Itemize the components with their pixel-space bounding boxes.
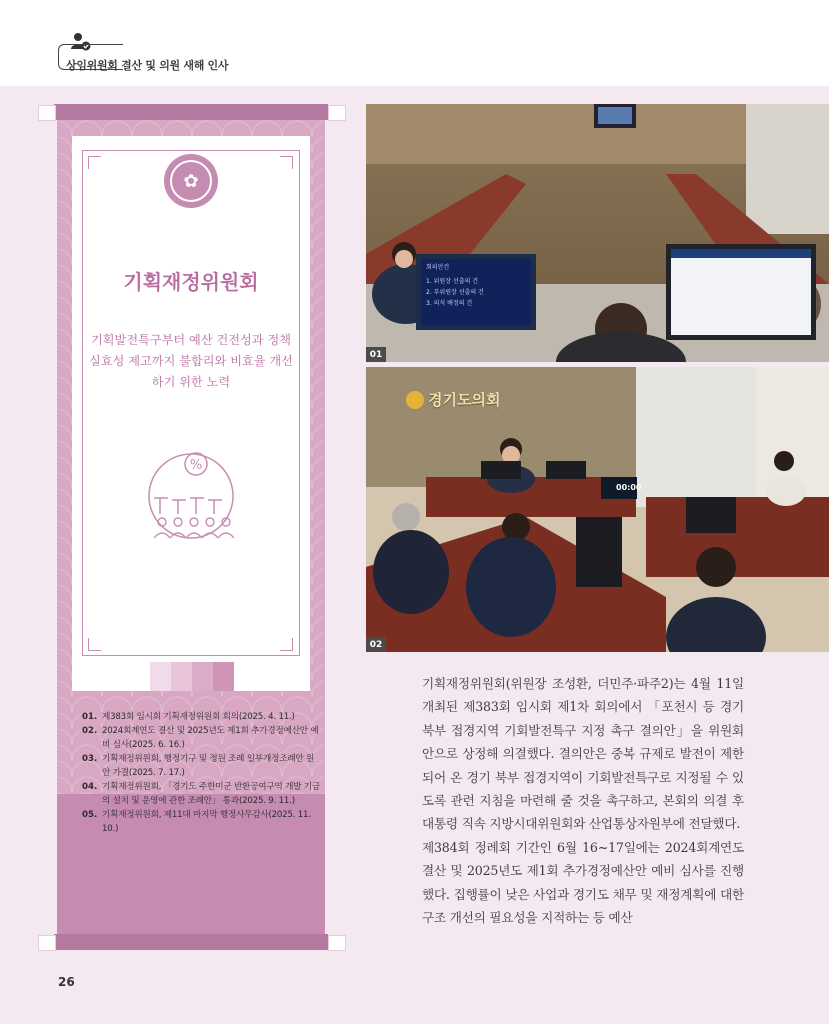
- committee-subtitle: 기획발전특구부터 예산 건전성과 정책 실효성 제고까지 불합리와 비효율 개선하기 위한 노력: [89, 333, 293, 389]
- photo-label: 01: [366, 347, 386, 362]
- percent-people-icon: [136, 448, 246, 548]
- article-paragraph: 제384회 정례회 기간인 6월 16~17일에는 2024회계연도 결산 및 2025년도 제1회 추가경정예산안 예비 심사를 진행했다. 집행률이 낮은 사업과 경기도 채무 및 재정계획에 대한 구조 개선의 필요성을 지적하는 등 예산: [422, 839, 744, 926]
- timer-display: 00:00: [616, 483, 642, 492]
- council-sign: 경기도의회: [428, 391, 501, 409]
- screen-agenda-line: 2. 부위원장 선출의 건: [426, 289, 484, 296]
- corner-ornament: [280, 638, 293, 651]
- photo-label: 02: [366, 637, 386, 652]
- rod-cap: [38, 935, 56, 951]
- corner-ornament: [280, 156, 293, 169]
- rod-cap: [328, 105, 346, 121]
- article-paragraph: 기획재정위원회(위원장 조성환, 더민주·파주2)는 4월 11일 개최된 제383회 임시회 제1차 회의에서 「포천시 등 경기 북부 접경지역 기회발전특구 지정 촉구 결의안」을 위원회안으로 상정해 의결했다. 결의안은 중복 규제로 발전이 제한되어 온 경기 북부 접경지역이 기회발전특구로 지정될 수 있도록 관련 지침을 마련해 줄 것을 촉구하고, 본회의 의결 후 대통령 직속 지방시대위원회와 산업통상자원부에 전달했다.: [422, 676, 744, 832]
- screen-agenda-line: 1. 위원장 선출의 건: [426, 278, 479, 285]
- section-title: 상임위원회 결산 및 의원 새해 인사: [66, 59, 229, 72]
- photo-committee-meeting-2: [366, 367, 829, 652]
- corner-ornament: [88, 156, 101, 169]
- committee-title: 기획재정위원회: [123, 270, 259, 294]
- screen-agenda-line: 3. 의석 배정의 건: [426, 300, 473, 307]
- corner-ornament: [88, 638, 101, 651]
- caption-item: 03. 기획재정위원회, 행정기구 및 정원 조례 일부개정조례안 원안 가결(2025. 7. 17.): [82, 754, 315, 778]
- caption-item: 04. 기획재정위원회, 「경기도 주한미군 반환공여구역 개발 기금의 설치 및 운영에 관한 조례안」 통과(2025. 9. 11.): [82, 782, 321, 806]
- scroll-rod-top: [54, 104, 328, 120]
- meeting-room-illustration: [366, 104, 829, 362]
- caption-item: 05. 기획재정위원회, 제11대 마지막 행정사무감사(2025. 11. 10.): [82, 810, 311, 834]
- rod-cap: [328, 935, 346, 951]
- svg-text:%: %: [189, 458, 203, 473]
- photo-committee-meeting-1: [366, 104, 829, 362]
- ornament-medallion-icon: ✿: [164, 154, 218, 208]
- caption-item: 02. 2024회계연도 결산 및 2025년도 제1회 추가경정예산안 예비 심사(2025. 6. 16.): [82, 726, 319, 750]
- screen-agenda-header: 회의안건: [426, 264, 450, 271]
- article-body: [422, 672, 744, 929]
- title-card: [72, 136, 310, 691]
- council-emblem-icon: [406, 391, 424, 409]
- rod-cap: [38, 105, 56, 121]
- scroll-rod-bottom: [54, 934, 328, 950]
- photo-caption-list: [82, 710, 322, 836]
- color-stripes: [150, 662, 234, 691]
- caption-item: 01. 제383회 임시회 기획재정위원회 회의(2025. 4. 11.): [82, 712, 295, 722]
- page-header: [0, 0, 829, 86]
- page-number: 26: [58, 975, 75, 989]
- card-border: [82, 150, 300, 656]
